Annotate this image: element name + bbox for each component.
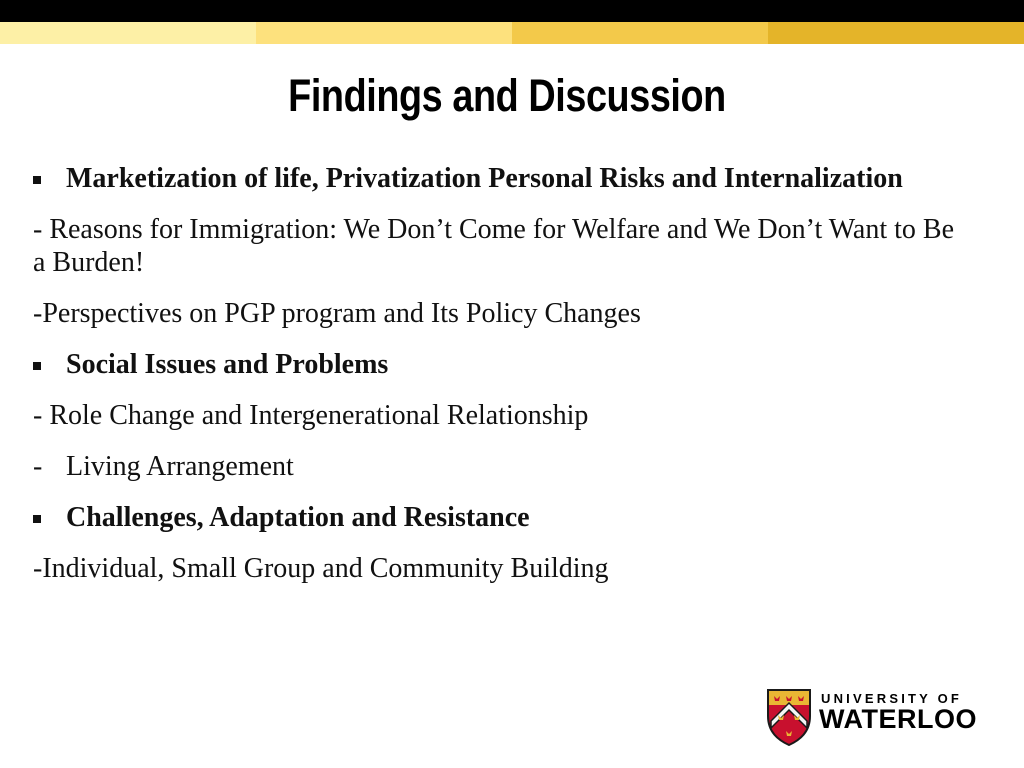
stripe-3	[512, 22, 768, 44]
university-logo	[766, 688, 996, 748]
sub-item: -Individual, Small Group and Community Building	[33, 553, 609, 584]
color-stripe-band	[0, 22, 1024, 44]
sub-item-text: Living Arrangement	[66, 451, 294, 482]
dash-marker: -	[33, 451, 43, 482]
bullet-text: Social Issues and Problems	[66, 349, 389, 380]
sub-item: - Reasons for Immigration: We Don’t Come for Welfare and We Don’t Want to Be a Burden!	[33, 214, 955, 278]
crest-icon	[766, 688, 812, 746]
bullet-item	[33, 501, 973, 534]
slide-body	[33, 162, 973, 603]
square-bullet-icon	[33, 176, 41, 184]
sub-item: -Perspectives on PGP program and Its Policy Changes	[33, 298, 641, 329]
logo-line-2: WATERLOO	[819, 704, 977, 734]
bullet-text: Challenges, Adaptation and Resistance	[66, 502, 530, 533]
stripe-2	[256, 22, 512, 44]
stripe-4	[768, 22, 1024, 44]
slide-title: Findings and Discussion	[288, 70, 726, 121]
top-black-bar	[0, 0, 1024, 22]
bullet-item	[33, 348, 973, 381]
bullet-item	[33, 162, 973, 195]
stripe-1	[0, 22, 256, 44]
bullet-text: Marketization of life, Privatization Personal Risks and Internalization	[66, 163, 903, 194]
square-bullet-icon	[33, 515, 41, 523]
sub-item	[33, 450, 973, 483]
logo-line-1: UNIVERSITY OF	[821, 691, 963, 706]
square-bullet-icon	[33, 362, 41, 370]
sub-item: - Role Change and Intergenerational Relationship	[33, 400, 589, 431]
